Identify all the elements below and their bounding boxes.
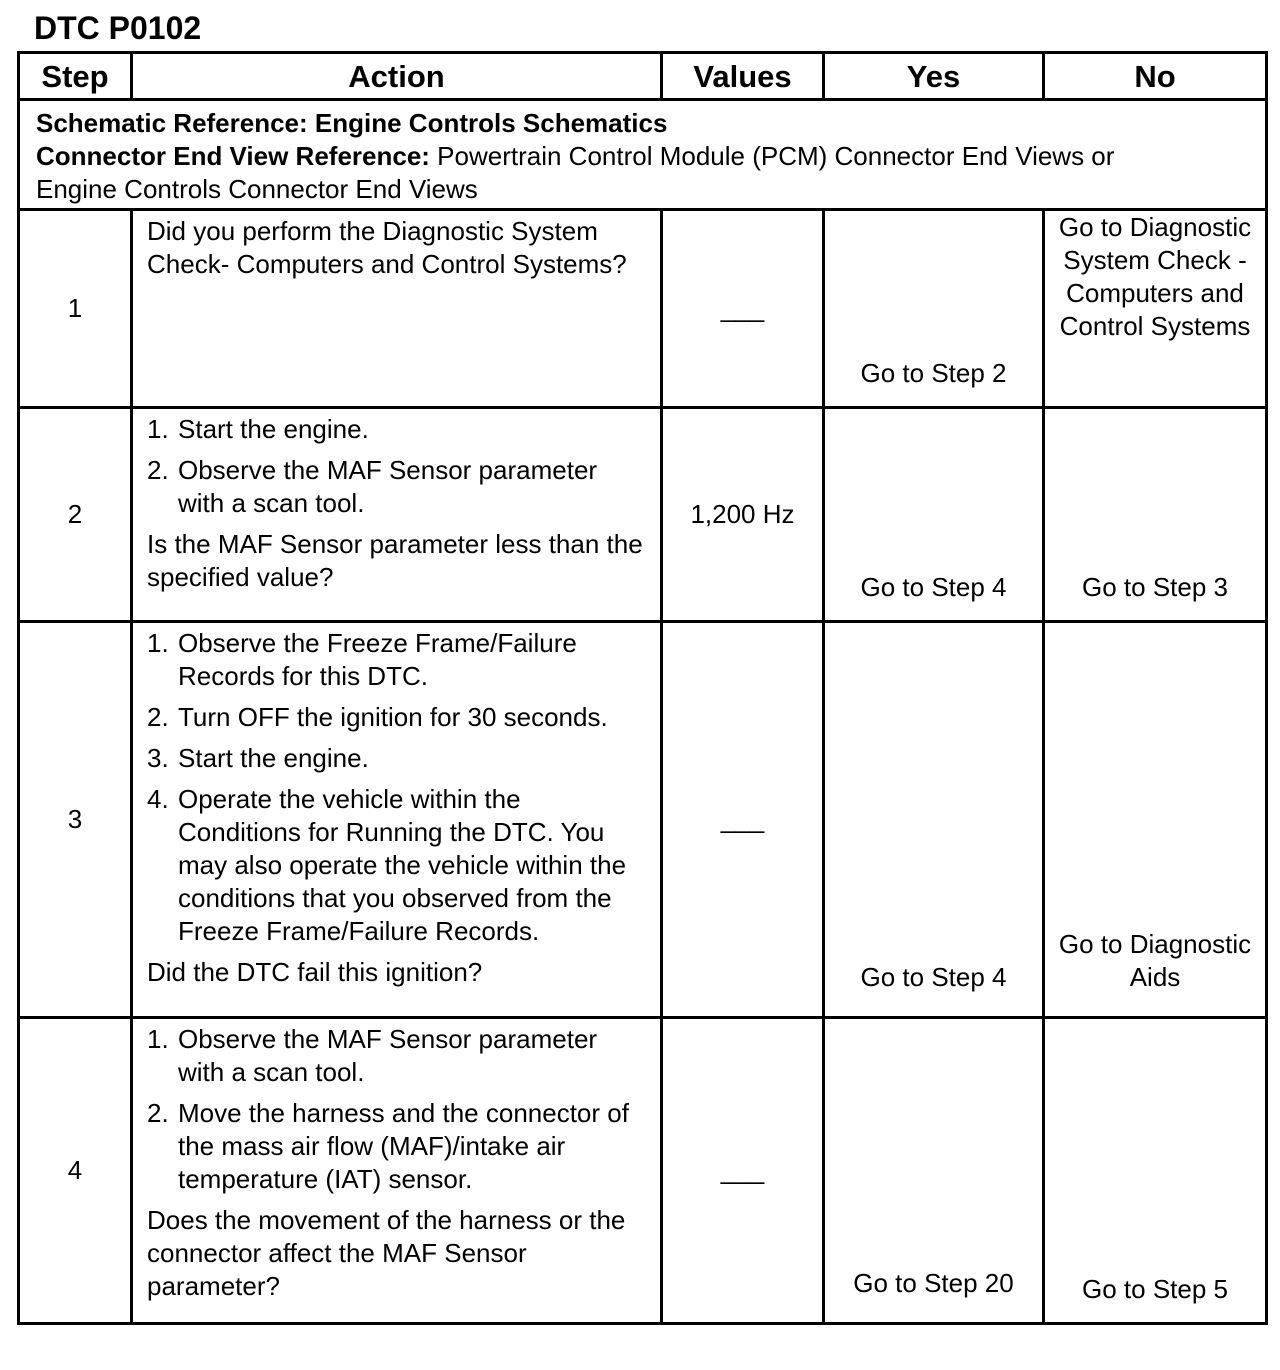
value-cell	[662, 210, 824, 408]
reference-cell	[19, 100, 1267, 210]
table-row	[19, 210, 1267, 408]
header-step: Step	[19, 53, 132, 100]
header-yes: Yes	[824, 53, 1044, 100]
yes-cell: Go to Step 2	[824, 210, 1044, 408]
list-item: 3. Start the engine.	[147, 743, 369, 773]
list-item: 4. Operate the vehicle within the Conditions for Running the DTC. You may also operate the vehicle within the conditions that you observed from the Freeze Frame/Failure Records.	[147, 784, 627, 946]
value-text: ___	[720, 1155, 765, 1185]
action-cell	[132, 408, 662, 622]
step-number: 4	[19, 1018, 132, 1324]
no-cell: Go to Diagnostic Aids	[1044, 622, 1267, 1018]
schematic-reference: Schematic Reference: Engine Controls Schematics	[36, 108, 668, 138]
table-row	[19, 1018, 1267, 1324]
list-item: 1. Start the engine.	[147, 414, 369, 444]
action-cell	[132, 622, 662, 1018]
connector-reference	[36, 140, 1251, 173]
list-item: 1. Observe the Freeze Frame/Failure Records for this DTC.	[147, 628, 577, 691]
action-question: Is the MAF Sensor parameter less than the specified value?	[147, 529, 643, 592]
action-list	[147, 1023, 650, 1196]
no-cell: Go to Step 3	[1044, 408, 1267, 622]
list-item: 2. Move the harness and the connector of the mass air flow (MAF)/intake air temperature (IAT) sensor.	[147, 1098, 629, 1194]
yes-cell: Go to Step 4	[824, 622, 1044, 1018]
header-row	[19, 53, 1267, 100]
value-cell: 1,200 Hz	[662, 408, 824, 622]
connector-reference-text: Powertrain Control Module (PCM) Connector End Views or	[429, 141, 1115, 171]
step-number: 2	[19, 408, 132, 622]
yes-cell: Go to Step 4	[824, 408, 1044, 622]
value-text: ___	[720, 804, 765, 834]
diagnostic-table	[17, 51, 1268, 1325]
list-item: 2. Observe the MAF Sensor parameter with a scan tool.	[147, 455, 598, 518]
step-number: 3	[19, 622, 132, 1018]
document-title: DTC P0102	[34, 10, 202, 46]
yes-cell: Go to Step 20	[824, 1018, 1044, 1324]
action-list	[147, 627, 650, 948]
value-cell	[662, 1018, 824, 1324]
value-cell	[662, 622, 824, 1018]
action-question: Does the movement of the harness or the connector affect the MAF Sensor parameter?	[147, 1205, 626, 1301]
table-row	[19, 408, 1267, 622]
action-cell	[132, 1018, 662, 1324]
value-text: ___	[720, 293, 765, 323]
no-cell: Go to Step 5	[1044, 1018, 1267, 1324]
action-cell	[132, 210, 662, 408]
no-cell: Go to Diagnostic System Check - Computers and Control Systems	[1044, 210, 1267, 408]
table-row	[19, 622, 1267, 1018]
action-list	[147, 413, 650, 520]
header-no: No	[1044, 53, 1267, 100]
header-action: Action	[132, 53, 662, 100]
connector-reference-text-2: Engine Controls Connector End Views	[36, 174, 478, 204]
step-number: 1	[19, 210, 132, 408]
list-item: 2. Turn OFF the ignition for 30 seconds.	[147, 702, 608, 732]
reference-row	[19, 100, 1267, 210]
action-intro: Did you perform the Diagnostic System Check- Computers and Control Systems?	[147, 216, 627, 279]
connector-reference-label: Connector End View Reference:	[36, 141, 430, 171]
header-values: Values	[662, 53, 824, 100]
action-question: Did the DTC fail this ignition?	[147, 957, 483, 987]
list-item: 1. Observe the MAF Sensor parameter with a scan tool.	[147, 1024, 598, 1087]
